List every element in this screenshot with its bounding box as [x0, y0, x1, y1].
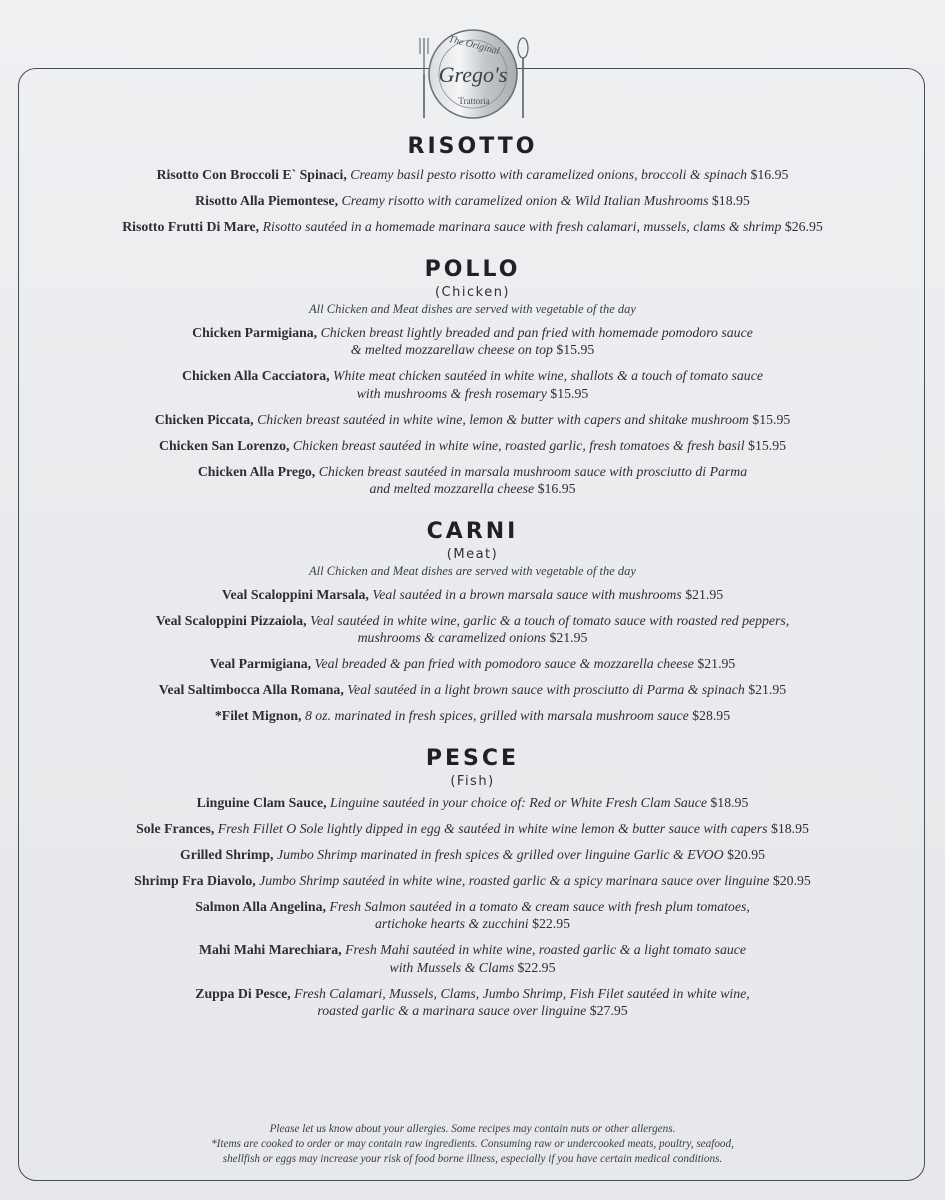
menu-item-price: $15.95 — [556, 342, 595, 357]
menu-item-description: Chicken breast sautéed in white wine, lemon & butter with capers and shitake mushroom — [257, 411, 749, 427]
menu-item-description: roasted garlic & a marinara sauce over linguine — [317, 1003, 587, 1018]
menu-item-price: $21.95 — [748, 682, 787, 697]
menu-item-description: Jumbo Shrimp marinated in fresh spices & grilled over linguine Garlic & EVOO — [276, 846, 724, 862]
menu-item-description: Fresh Calamari, Mussels, Clams, Jumbo Shrimp, Fish Filet sautéed in white wine, — [294, 985, 750, 1001]
menu-item-name: Veal Saltimbocca Alla Romana, — [158, 682, 344, 697]
section-note: All Chicken and Meat dishes are served with vegetable of the day — [309, 301, 636, 316]
section-subtitle: (Chicken) — [434, 284, 511, 300]
menu-item — [30, 872, 915, 890]
menu-item-description: White meat chicken sautéed in white wine, shallots & a touch of tomato sauce — [333, 368, 763, 383]
section-subtitle: (Meat) — [446, 546, 499, 562]
menu-item-description: Risotto sautéed in a homemade marinara sauce with fresh calamari, mussels, clams & shrimp — [262, 219, 782, 234]
menu-item-name: Chicken Alla Prego, — [197, 463, 316, 479]
menu-item-price: $21.95 — [549, 630, 588, 645]
menu-item-description: with mushrooms & fresh rosemary — [356, 385, 547, 401]
menu-item-description: Chicken breast lightly breaded and pan fried with homemade pomodoro sauce — [320, 324, 753, 340]
menu-item-price: $22.95 — [532, 916, 571, 931]
menu-item-name: Risotto Con Broccoli E` Spinaci, — [156, 167, 347, 182]
menu-item-description: Veal sautéed in white wine, garlic & a touch of tomato sauce with roasted red peppers, — [310, 612, 790, 628]
menu-item — [30, 655, 915, 673]
menu-item-description: Veal sautéed in a light brown sauce with prosciutto di Parma & spinach — [347, 682, 745, 697]
menu-item — [30, 192, 915, 210]
menu-item — [30, 985, 915, 1020]
menu-item-price: $18.95 — [710, 794, 749, 810]
menu-item — [30, 166, 915, 184]
menu-item-price: $22.95 — [517, 959, 556, 975]
logo-name: Grego's — [438, 62, 508, 87]
menu-item-description: Creamy basil pesto risotto with caramelized onions, broccoli & spinach — [350, 167, 748, 182]
menu-item-price: $27.95 — [589, 1003, 628, 1018]
menu-item-name: Chicken Alla Cacciatora, — [182, 368, 330, 383]
logo-bottom-text: Trattoria — [458, 96, 490, 106]
menu-item — [30, 820, 915, 838]
menu-item-description: 8 oz. marinated in fresh spices, grilled with marsala mushroom sauce — [304, 708, 689, 723]
menu-item-description: artichoke hearts & zucchini — [374, 916, 529, 931]
menu-content — [30, 132, 915, 1028]
section-title: PESCE — [425, 745, 520, 771]
footer-line: *Items are cooked to order or may contain raw ingredients. Consuming raw or undercooked meats, poultry, seafood, — [211, 1138, 734, 1150]
menu-item — [30, 898, 915, 933]
menu-item-description: mushrooms & caramelized onions — [357, 630, 547, 645]
menu-item-price: $20.95 — [772, 872, 811, 888]
menu-item-name: Mahi Mahi Marechiara, — [198, 942, 342, 957]
menu-item — [30, 367, 915, 402]
menu-item-name: Linguine Clam Sauce, — [196, 794, 327, 810]
section-title: RISOTTO — [407, 134, 538, 159]
menu-item-price: $16.95 — [537, 481, 576, 496]
menu-item-price: $21.95 — [697, 656, 736, 671]
menu-section — [30, 132, 915, 236]
menu-item-name: *Filet Mignon, — [214, 708, 302, 723]
menu-item-description: Linguine sautéed in your choice of: Red or White Fresh Clam Sauce — [330, 794, 707, 810]
menu-section — [30, 255, 915, 498]
menu-item — [30, 794, 915, 812]
menu-item-description: Jumbo Shrimp sautéed in white wine, roasted garlic & a spicy marinara sauce over linguine — [259, 872, 770, 888]
menu-item — [30, 612, 915, 647]
menu-item — [30, 586, 915, 604]
menu-item-description: Veal sautéed in a brown marsala sauce with mushrooms — [372, 586, 682, 602]
menu-item-name: Grilled Shrimp, — [179, 846, 274, 862]
menu-item-description: with Mussels & Clams — [389, 959, 515, 975]
menu-item — [30, 707, 915, 725]
menu-item-name: Risotto Alla Piemontese, — [195, 193, 339, 208]
menu-item-price: $15.95 — [550, 385, 589, 401]
menu-item-description: Fresh Fillet O Sole lightly dipped in egg & sautéed in white wine lemon & butter sauce with capers — [217, 820, 768, 836]
menu-item-price: $21.95 — [685, 586, 724, 602]
menu-item-name: Zuppa Di Pesce, — [195, 985, 291, 1001]
menu-item-name: Risotto Frutti Di Mare, — [122, 219, 260, 234]
menu-item — [30, 324, 915, 359]
menu-item-name: Chicken San Lorenzo, — [159, 437, 290, 453]
menu-item-description: Creamy risotto with caramelized onion & Wild Italian Mushrooms — [341, 193, 709, 208]
section-subtitle: (Fish) — [450, 773, 495, 789]
menu-item — [30, 941, 915, 976]
menu-item-price: $26.95 — [784, 219, 823, 234]
menu-item-description: & melted mozzarellaw cheese on top — [350, 342, 553, 357]
menu-item-name: Veal Scaloppini Marsala, — [221, 586, 369, 602]
menu-item-price: $16.95 — [750, 167, 789, 182]
menu-section — [30, 517, 915, 725]
menu-item — [30, 411, 915, 429]
menu-item — [30, 463, 915, 498]
logo-top-text: The Original — [447, 33, 501, 58]
menu-item — [30, 437, 915, 455]
menu-item-description: Veal breaded & pan fried with pomodoro sauce & mozzarella cheese — [314, 656, 694, 671]
section-title: CARNI — [426, 518, 519, 544]
menu-item-description: Fresh Mahi sautéed in white wine, roasted garlic & a light tomato sauce — [345, 942, 747, 957]
menu-item-price: $18.95 — [770, 820, 809, 836]
menu-item-name: Shrimp Fra Diavolo, — [134, 872, 256, 888]
menu-item-price: $20.95 — [727, 846, 766, 862]
menu-item-price: $28.95 — [692, 708, 731, 723]
menu-item-description: Chicken breast sautéed in marsala mushroom sauce with prosciutto di Parma — [318, 463, 748, 479]
menu-item-description: Chicken breast sautéed in white wine, roasted garlic, fresh tomatoes & fresh basil — [292, 437, 745, 453]
footer-line: Please let us know about your allergies. Some recipes may contain nuts or other allergens. — [269, 1123, 676, 1135]
menu-item-name: Chicken Piccata, — [154, 411, 254, 427]
menu-item-price: $15.95 — [752, 411, 791, 427]
menu-item — [30, 681, 915, 699]
menu-item-name: Veal Scaloppini Pizzaiola, — [155, 612, 307, 628]
allergy-footer — [30, 1122, 915, 1167]
restaurant-logo — [404, 26, 542, 126]
menu-item — [30, 846, 915, 864]
menu-item-name: Chicken Parmigiana, — [192, 324, 318, 340]
menu-section — [30, 744, 915, 1020]
menu-item-description: Fresh Salmon sautéed in a tomato & cream sauce with fresh plum tomatoes, — [329, 898, 750, 914]
footer-line: shellfish or eggs may increase your risk of food borne illness, especially if you have certain medical conditions. — [222, 1153, 723, 1165]
menu-item-description: and melted mozzarella cheese — [369, 481, 535, 496]
menu-item-name: Sole Frances, — [136, 820, 215, 836]
menu-item — [30, 218, 915, 236]
menu-item-name: Veal Parmigiana, — [209, 656, 312, 671]
section-title: POLLO — [424, 256, 521, 282]
menu-item-price: $15.95 — [748, 437, 786, 453]
section-note: All Chicken and Meat dishes are served with vegetable of the day — [309, 563, 636, 578]
menu-item-price: $18.95 — [711, 193, 750, 208]
menu-item-name: Salmon Alla Angelina, — [195, 898, 326, 914]
